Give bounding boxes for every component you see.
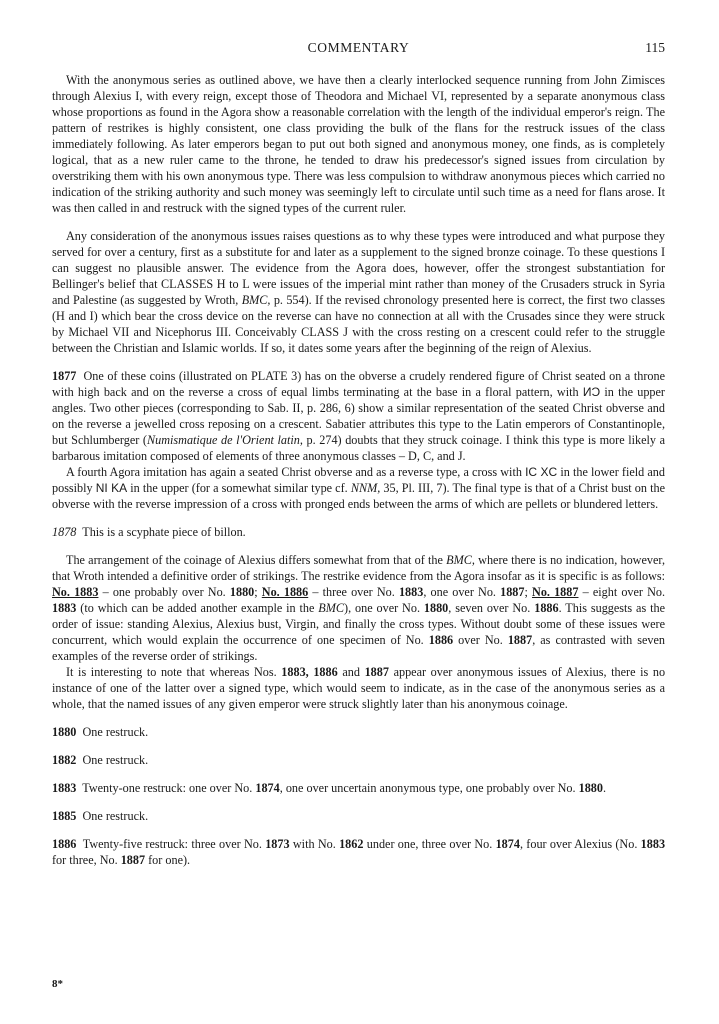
signature-mark: 8* [52,978,63,990]
entry-number: 1877 [52,369,77,383]
paragraph-alexius-arrangement: The arrangement of the coinage of Alexius differs somewhat from that of the BMC, where there is no indication, however, that Wroth intended a definitive order of strikings. The restrike evidence from the Agora insofar as it is specific is as follows: No. 1883 – one probably over No. 1880; No. 1886 – three over No. 1883, one over No. 1887; No. 1887 – eight over No. 1883 (to which can be added another example in the BMC), one over No. 1880, seven over No. 1886. This suggests as the order of issue: standing Alexius, Alexius bust, Virgin, and finally the cross types. Without doubt some of these issues were concurrent, which would explain the occurrence of one specimen of No. 1886 over No. 1887, as contrasted with seven examples of the reverse order of strikings. [52,553,666,663]
entry-number: 1883 [52,781,77,795]
entry-1885: 1885 One restruck. [52,809,149,823]
page-title: COMMENTARY [307,40,410,55]
coin-legend-glyph: ИƆ [582,385,601,399]
text-body [52,72,665,868]
entry-1880: 1880 One restruck. [52,725,149,739]
entry-number: 1885 [52,809,77,823]
entry-number: 1882 [52,753,77,767]
page-number: 115 [645,40,665,55]
entry-1882: 1882 One restruck. [52,753,149,767]
entry-1877: 1877 One of these coins (illustrated on PLATE 3) has on the obverse a crudely rendered figure of Christ seated on a throne with high back and on the reverse a cross of equal limbs terminating at the base in a floral pattern, with ИƆ in the upper angles. Two other pieces (corresponding to Sab. II, p. 286, 6) show a similar representation of the seated Christ obverse and on the reverse a jewelled cross reposing on a crescent. Sabatier attributes this type to the Latin emperors of Constantinople, but Schlumberger (Numismatique de l'Orient latin, p. 274) doubts that they struck coinage. I think this type is more likely a barbarous imitation composed of elements of three anonymous classes – D, C, and J. [52,369,665,463]
paragraph-named-issues: It is interesting to note that whereas Nos. 1883, 1886 and 1887 appear over anonymous issues of Alexius, there is no instance of one of the latter over a signed type, which would seem to indicate, as in the case of the anonymous series as a whole, that the named issues of any given emperor were struck slightly later than his anonymous coinage. [52,665,666,711]
entry-number: 1880 [52,725,77,739]
paragraph-fourth-imitation: A fourth Agora imitation has again a seated Christ obverse and as a reverse type, a cross with IC XC in the lower field and possibly NI KA in the upper (for a somewhat similar type cf. NNM, 35, Pl. III, 7). The final type is that of a Christ bust on the obverse with the reverse impression of a cross with pronged ends between the arms of which are pellets or blundered letters. [52,465,665,511]
coin-legend-nika: NI KA [95,481,128,495]
paragraph-anonymous-issues: Any consideration of the anonymous issues raises questions as to why these types were introduced and what purpose they served for over a century, first as a substitute for and later as a supplement to the signed bronze coinage. To these questions I can suggest no plausible answer. The evidence from the Agora does, however, offer the strongest substantiation for Bellinger's belief that CLASSES H to L were issues of the imperial mint rather than money of the Crusaders struck in Syria and Palestine (as suggested by Wroth, BMC, p. 554). If the revised chronology presented here is correct, the first two classes (H and I) which bear the cross device on the reverse can have no connection at all with the Crusades since they were struck by Michael VII and Nicephorus III. Conceivably CLASS J with the cross resting on a crescent could refer to the struggle between the Christian and Islamic worlds. If so, it dates some years after the beginning of the reign of Alexius. [52,229,666,355]
entry-1878: 1878 This is a scyphate piece of billon. [52,525,246,539]
entry-number: 1878 [52,525,77,539]
entry-1883: 1883 Twenty-one restruck: one over No. 1874, one over uncertain anonymous type, one probably over No. 1880. [52,781,607,795]
entry-number: 1886 [52,837,77,851]
running-header [52,40,665,58]
entry-1886: 1886 Twenty-five restruck: three over No. 1873 with No. 1862 under one, three over No. 1874, four over Alexius (No. 1883 for three, No. 1887 for one). [52,837,666,867]
paragraph-anonymous-series: With the anonymous series as outlined above, we have then a clearly interlocked sequence running from John Zimisces through Alexius I, with every reign, except those of Theodora and Michael VI, represented by a separate anonymous class whose proportions as found in the Agora show a reasonable correlation with the length of the individual emperor's reign. The pattern of restrikes is highly consistent, one class providing the bulk of the flans for the restruck issues of the class immediately following. As later emperors began to put out both signed and anonymous money, one finds, as is completely logical, that as a new ruler came to the throne, he tended to draw his predecessor's signed issues from circulation by overstriking them with his own anonymous type. There was less compulsion to withdraw anonymous pieces which carried no indication of the striking authority and such money was seemingly left to circulate until such time as a need for flans arose. It was then called in and restruck with the signed types of the current ruler. [52,73,665,215]
coin-legend-ic-xc: IC XC [525,465,558,479]
